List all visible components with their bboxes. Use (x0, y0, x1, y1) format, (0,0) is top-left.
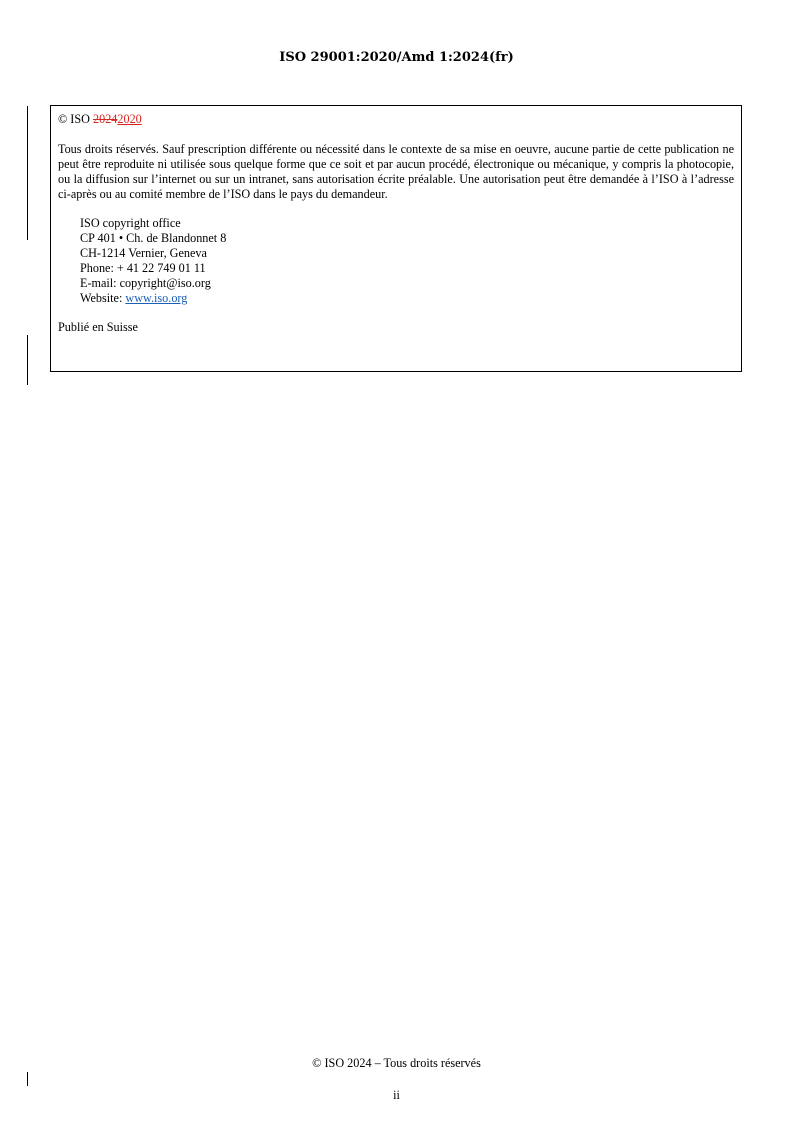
footer-copyright: © ISO 2024 – Tous droits réservés (312, 1056, 481, 1070)
rights-paragraph: Tous droits réservés. Sauf prescription différente ou nécessité dans le contexte de sa mise en oeuvre, aucune partie de cette publication ne peut être reproduite ni utilisée sous quelque forme que ce soit et par aucun procédé, électronique ou mécanique, y compris la photocopie, ou la diffusion sur l’internet ou sur un intranet, sans autorisation écrite préalable. Une autorisation peut être demandée à l’ISO à l’adresse ci-après ou au comité membre de l’ISO dans le pays du demandeur. (58, 142, 734, 201)
address-email: E-mail: copyright@iso.org (80, 276, 211, 290)
change-bar (27, 1072, 28, 1086)
address-block (80, 216, 734, 306)
copyright-box (50, 105, 742, 372)
address-city: CH-1214 Vernier, Geneva (80, 246, 207, 260)
change-bar (27, 335, 28, 385)
address-website (80, 291, 734, 306)
address-phone: Phone: + 41 22 749 01 11 (80, 261, 206, 275)
copyright-prefix: © ISO (58, 112, 93, 126)
website-label: Website: (80, 291, 126, 305)
copyright-line (58, 112, 734, 127)
page-number: ii (393, 1088, 400, 1102)
published-in: Publié en Suisse (58, 320, 138, 334)
document-header-title: ISO 29001:2020/Amd 1:2024(fr) (279, 50, 514, 65)
inserted-year: 2020 (117, 112, 142, 126)
address-street: CP 401 • Ch. de Blandonnet 8 (80, 231, 227, 245)
address-office: ISO copyright office (80, 216, 181, 230)
website-link[interactable]: www.iso.org (125, 291, 188, 305)
change-bar (27, 106, 28, 240)
deleted-year: 2024 (93, 112, 118, 126)
